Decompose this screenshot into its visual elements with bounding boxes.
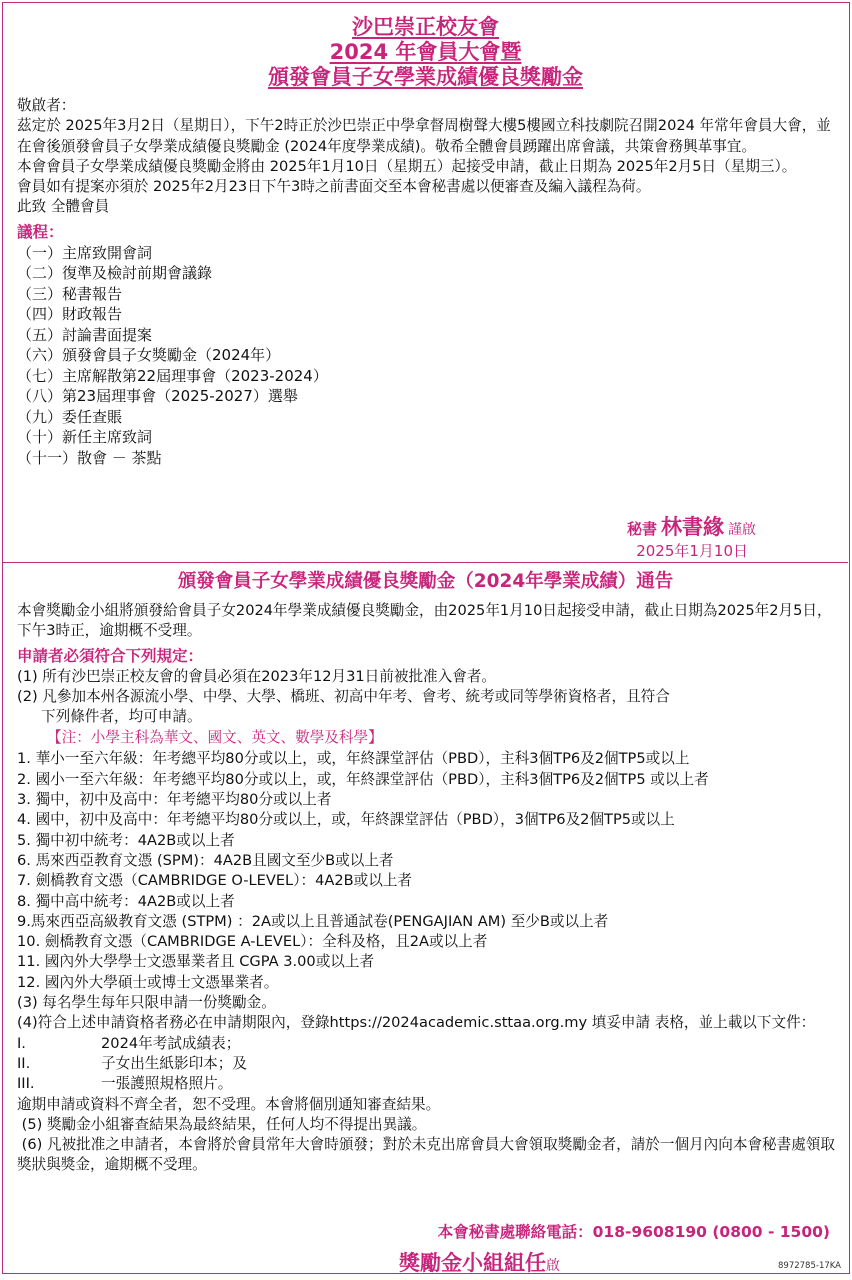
criterion-item: 6. 馬來西亞教育文憑 (SPM)：4A2B且國文至少B或以上者 <box>17 851 394 869</box>
document-text: 一張護照規格照片。 <box>101 1075 233 1093</box>
documents-list <box>17 1034 838 1095</box>
criterion-item: 7. 劍橋教育文憑（CAMBRIDGE O-LEVEL）：4A2B或以上者 <box>17 872 413 890</box>
criterion-item: 2. 國小一至六年級：年考總平均80分或以上，或，年終課堂評估（PBD），主科3個TP6及2個TP5 或以上者 <box>17 770 709 788</box>
requirements-label: 申請者必須符合下列規定： <box>17 646 204 665</box>
award-notice-title: 頒發會員子女學業成績優良獎勵金（2024年學業成績）通告 <box>177 571 674 592</box>
subjects-note: 【注：小學主科為華文、國文、英文、數學及科學】 <box>47 729 383 747</box>
signature-role: 秘書 <box>626 520 657 538</box>
criteria-list <box>17 749 838 993</box>
meeting-body <box>3 90 848 468</box>
late-note: 逾期申請或資料不齊全者，恕不受理。本會將個別通知審查結果。 <box>17 1095 441 1113</box>
signature-date: 2025年1月10日 <box>636 542 748 560</box>
meeting-paragraph: 會員如有提案亦須於 2025年2月23日下午3時之前書面交至本會秘書處以便審查及編入議程為荷。 <box>17 178 651 196</box>
agm-notice-section <box>3 3 848 561</box>
title-line-2: 2024 年會員大會暨 <box>329 40 522 64</box>
rule-6: (6) 凡被批准之申請者，本會將於會員常年大會時頒發；對於未克出席會員大會領取獎勵金者，請於一個月內向本會秘書處領取獎狀與獎金，逾期概不受理。 <box>17 1136 836 1174</box>
award-body <box>3 594 848 1176</box>
agenda-label: 議程： <box>17 222 64 241</box>
criterion-item: 3. 獨中，初中及高中：年考總平均80分或以上者 <box>17 791 332 809</box>
committee-signature <box>399 1247 560 1277</box>
award-intro: 本會獎勵金小組將頒發給會員子女2024年學業成績優良獎勵金，由2025年1月10日起接受申請，截止日期為2025年2月5日，下午3時正，逾期概不受理。 <box>17 602 832 640</box>
agenda-list <box>17 243 836 469</box>
agenda-item: （二）復準及檢討前期會議錄 <box>17 264 213 283</box>
committee-name: 獎勵金小組組任 <box>399 1251 546 1275</box>
agenda-item: （一）主席致開會詞 <box>17 243 153 262</box>
document-item <box>17 1074 838 1094</box>
criterion-item: 1. 華小一至六年級：年考總平均80分或以上，或，年終課堂評估（PBD），主科3個TP6及2個TP5或以上 <box>17 750 690 768</box>
agenda-item: （三）秘書報告 <box>17 284 123 303</box>
agenda-item: （四）財政報告 <box>17 305 123 324</box>
document-text: 子女出生紙影印本；及 <box>101 1054 247 1072</box>
section-divider <box>3 562 848 563</box>
document-number: III. <box>17 1075 35 1093</box>
phone-number: 018-9608190 (0800 - 1500) <box>592 1223 830 1241</box>
criterion-item: 12. 國內外大學碩士或博士文憑畢業者。 <box>17 973 279 991</box>
agenda-item: （十一）散會 － 茶點 <box>17 448 162 467</box>
secretary-signature <box>627 511 756 541</box>
notice-page <box>2 2 850 1274</box>
criterion-item: 10. 劍橋教育文憑（CAMBRIDGE A-LEVEL）：全科及格，且2A或以上者 <box>17 933 488 951</box>
agenda-item: （十）新任主席致詞 <box>17 428 153 447</box>
criterion-item: 9.馬來西亞高級教育文憑 (STPM) ：2A或以上且普通試卷(PENGAJIAN AM) 至少B或以上者 <box>17 912 609 930</box>
phone-label: 本會秘書處聯絡電話： <box>437 1223 593 1241</box>
criterion-item: 4. 國中，初中及高中：年考總平均80分或以上，或，年終課堂評估（PBD），3個TP6及2個TP5或以上 <box>17 811 675 829</box>
meeting-paragraph: 本會會員子女學業成績優良獎勵金將由 2025年1月10日（星期五）起接受申請，截止日期為 2025年2月5日（星期三）。 <box>17 157 797 175</box>
agenda-item: （五）討論書面提案 <box>17 325 153 344</box>
agenda-item: （九）委任查賬 <box>17 407 123 426</box>
document-number: I. <box>17 1034 26 1052</box>
document-item <box>17 1034 838 1054</box>
rule-4: (4)符合上述申請資格者務必在申請期限內，登錄https://2024academic.sttaa.org.my 填妥申請 表格，並上載以下文件： <box>17 1014 816 1032</box>
agenda-item: （六）頒發會員子女獎勵金（2024年） <box>17 346 281 365</box>
committee-suffix: 啟 <box>546 1258 560 1274</box>
agenda-item: （七）主席解散第22屆理事會（2023-2024） <box>17 366 328 385</box>
title-line-3: 頒發會員子女學業成績優良獎勵金 <box>268 65 583 89</box>
rule-5: (5) 獎勵金小組審查結果為最終結果，任何人均不得提出異議。 <box>17 1115 427 1133</box>
criterion-item: 11. 國內外大學學士文憑畢業者且 CGPA 3.00或以上者 <box>17 953 375 971</box>
signature-suffix: 謹啟 <box>728 522 756 538</box>
rule-1: (1) 所有沙巴崇正校友會的會員必須在2023年12月31日前被批准入會者。 <box>17 667 497 685</box>
rule-2-continued: 下列條件者，均可申請。 <box>41 708 202 726</box>
rule-3: (3) 每名學生每年只限申請一份獎勵金。 <box>17 994 276 1012</box>
header-title <box>3 3 848 90</box>
title-line-1: 沙巴崇正校友會 <box>352 15 499 39</box>
signature-name: 林書緣 <box>661 515 724 539</box>
document-number: II. <box>17 1054 31 1072</box>
criterion-item: 8. 獨中高中統考：4A2B或以上者 <box>17 892 235 910</box>
reference-code: 8972785-17KA <box>778 1261 841 1271</box>
document-text: 2024年考試成績表； <box>101 1034 241 1052</box>
salutation: 敬啟者： <box>17 97 76 114</box>
meeting-paragraph: 茲定於 2025年3月2日（星期日），下午2時正於沙巴崇正中學拿督周樹聲大樓5樓國立科技劇院召開2024 年常年會員大會，並在會後頒發會員子女學業成績優良獎勵金 (2024年度學業成績)。敬希全體會員踴躍出席會議，共策會務興革事宜。 <box>17 117 831 155</box>
document-item <box>17 1054 838 1074</box>
closing-line: 此致 全體會員 <box>17 198 110 216</box>
criterion-item: 5. 獨中初中統考：4A2B或以上者 <box>17 831 235 849</box>
rule-2: (2) 凡參加本州各源流小學、中學、大學、橋班、初高中年考、會考、統考或同等學術資格者，且符合 <box>17 687 670 705</box>
award-notice-section <box>3 564 848 1275</box>
agenda-item: （八）第23屆理事會（2025-2027）選舉 <box>17 387 298 406</box>
contact-line <box>438 1220 830 1242</box>
